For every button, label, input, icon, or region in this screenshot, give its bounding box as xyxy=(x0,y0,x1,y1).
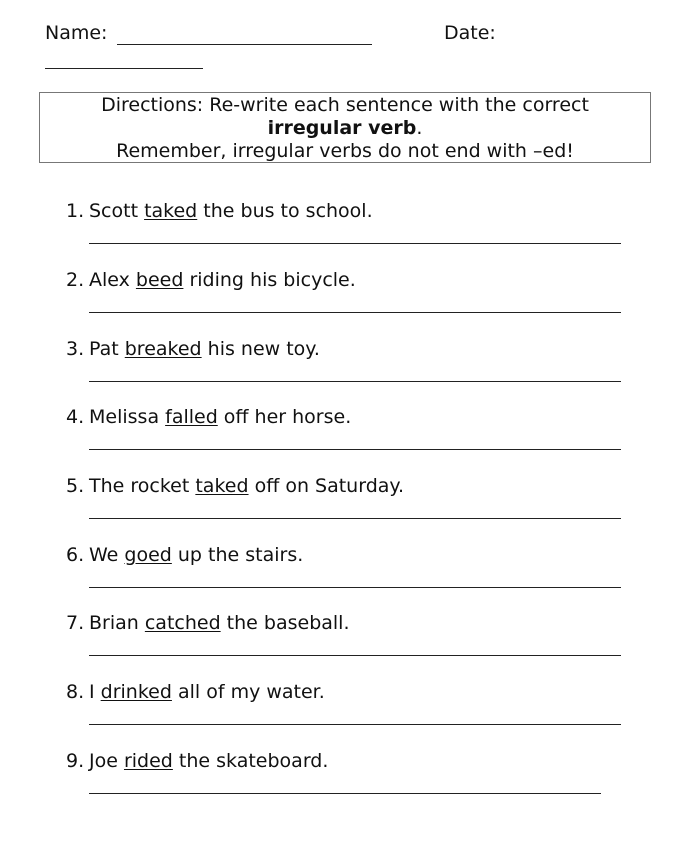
question-item xyxy=(66,543,626,603)
incorrect-verb: beed xyxy=(135,269,184,291)
answer-line[interactable] xyxy=(89,449,621,450)
directions-line-3: Remember, irregular verbs do not end with –ed! xyxy=(116,140,574,162)
sentence-end: off on Saturday. xyxy=(248,475,404,497)
question-number: 2. xyxy=(66,269,85,291)
answer-line[interactable] xyxy=(89,793,601,794)
sentence-end: all of my water. xyxy=(171,681,325,703)
date-label: Date: xyxy=(444,22,496,44)
question-number: 9. xyxy=(66,750,85,772)
sentence-end: riding his bicycle. xyxy=(183,269,356,291)
sentence-end: up the stairs. xyxy=(171,544,304,566)
question-item xyxy=(66,337,626,397)
answer-line[interactable] xyxy=(89,243,621,244)
directions-line-2 xyxy=(40,117,650,140)
incorrect-verb: goed xyxy=(124,544,172,566)
question-sentence xyxy=(89,749,328,773)
answer-line[interactable] xyxy=(89,655,621,656)
question-item xyxy=(66,611,626,671)
sentence-start: Scott xyxy=(89,200,145,222)
question-item xyxy=(66,474,626,534)
question-number: 5. xyxy=(66,475,85,497)
answer-line[interactable] xyxy=(89,381,621,382)
question-item xyxy=(66,268,626,328)
question-sentence xyxy=(89,611,350,635)
question-number: 1. xyxy=(66,200,85,222)
sentence-start: We xyxy=(89,544,125,566)
sentence-end: the bus to school. xyxy=(197,200,373,222)
directions-period: . xyxy=(416,117,423,139)
question-item xyxy=(66,405,626,465)
answer-line[interactable] xyxy=(89,587,621,588)
question-number: 8. xyxy=(66,681,85,703)
question-sentence xyxy=(89,680,325,704)
question-number: 4. xyxy=(66,406,85,428)
question-sentence xyxy=(89,337,320,361)
sentence-end: the skateboard. xyxy=(172,750,329,772)
question-number: 6. xyxy=(66,544,85,566)
name-label: Name: xyxy=(45,22,108,44)
question-number: 7. xyxy=(66,612,85,634)
incorrect-verb: rided xyxy=(123,750,173,772)
incorrect-verb: falled xyxy=(165,406,218,428)
sentence-start: Alex xyxy=(89,269,136,291)
incorrect-verb: breaked xyxy=(124,338,202,360)
answer-line[interactable] xyxy=(89,724,621,725)
question-item xyxy=(66,680,626,740)
answer-line[interactable] xyxy=(89,312,621,313)
question-item xyxy=(66,199,626,259)
sentence-start: Pat xyxy=(89,338,125,360)
question-sentence xyxy=(89,474,404,498)
directions-emphasis: irregular verb xyxy=(267,117,417,139)
incorrect-verb: taked xyxy=(195,475,249,497)
incorrect-verb: drinked xyxy=(100,681,172,703)
incorrect-verb: catched xyxy=(144,612,221,634)
sentence-end: off her horse. xyxy=(217,406,352,428)
question-sentence xyxy=(89,199,373,223)
question-sentence xyxy=(89,405,351,429)
sentence-start: Brian xyxy=(89,612,145,634)
sentence-end: the baseball. xyxy=(220,612,350,634)
question-item xyxy=(66,749,626,809)
sentence-end: his new toy. xyxy=(201,338,320,360)
directions-box xyxy=(39,92,651,163)
incorrect-verb: taked xyxy=(144,200,198,222)
sentence-start: Melissa xyxy=(89,406,166,428)
question-number: 3. xyxy=(66,338,85,360)
sentence-start: The rocket xyxy=(89,475,196,497)
question-sentence xyxy=(89,543,303,567)
name-blank-line[interactable] xyxy=(117,44,372,45)
question-sentence xyxy=(89,268,356,292)
date-blank-line[interactable] xyxy=(45,68,203,69)
sentence-start: I xyxy=(89,681,101,703)
sentence-start: Joe xyxy=(89,750,124,772)
answer-line[interactable] xyxy=(89,518,621,519)
directions-line-1: Directions: Re-write each sentence with the correct xyxy=(101,94,589,116)
